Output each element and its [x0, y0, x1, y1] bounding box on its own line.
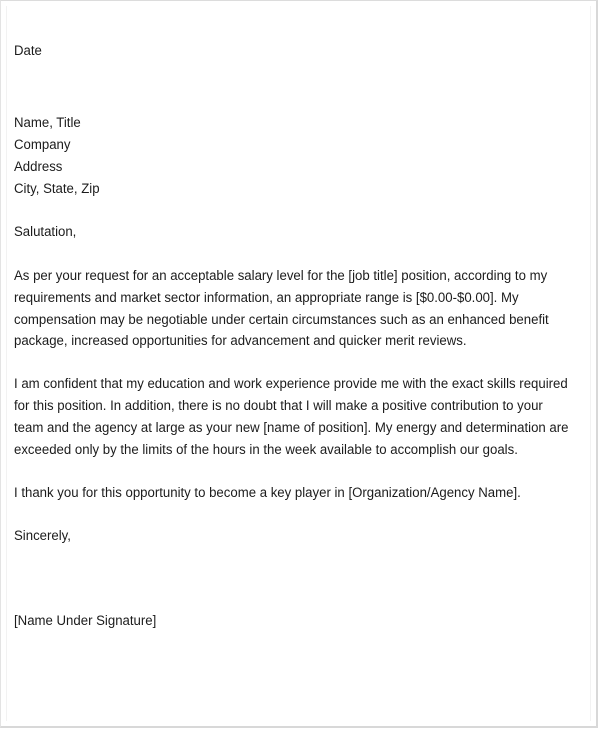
paragraph1-line: compensation may be negotiable under certain circumstances such as an enhanced benefit: [14, 312, 549, 328]
paragraph2-line: exceeded only by the limits of the hours in the week available to accomplish our goals.: [14, 442, 518, 458]
paragraph3-line: I thank you for this opportunity to become a key player in [Organization/Agency Name].: [14, 485, 521, 501]
page-edge: [590, 6, 591, 721]
recipient-company: Company: [14, 137, 71, 153]
date-line: Date: [14, 43, 42, 59]
recipient-address: Address: [14, 159, 63, 175]
salutation: Salutation,: [14, 224, 77, 240]
recipient-name-title: Name, Title: [14, 115, 81, 131]
paragraph1-line: package, increased opportunities for advancement and quicker merit reviews.: [14, 333, 467, 349]
paragraph1-line: requirements and market sector information, an appropriate range is [$0.00-$0.00]. My: [14, 290, 519, 306]
paragraph2-line: I am confident that my education and work experience provide me with the exact skills required: [14, 376, 568, 392]
closing: Sincerely,: [14, 528, 71, 544]
recipient-city-state-zip: City, State, Zip: [14, 181, 100, 197]
paragraph1-line: As per your request for an acceptable salary level for the [job title] position, according to my: [14, 268, 548, 284]
paragraph2-line: for this position. In addition, there is no doubt that I will make a positive contribution to your: [14, 398, 543, 414]
page-edge: [6, 6, 7, 721]
signature-placeholder: [Name Under Signature]: [14, 613, 157, 629]
paragraph2-line: team and the agency at large as your new [name of position]. My energy and determination are: [14, 420, 569, 436]
